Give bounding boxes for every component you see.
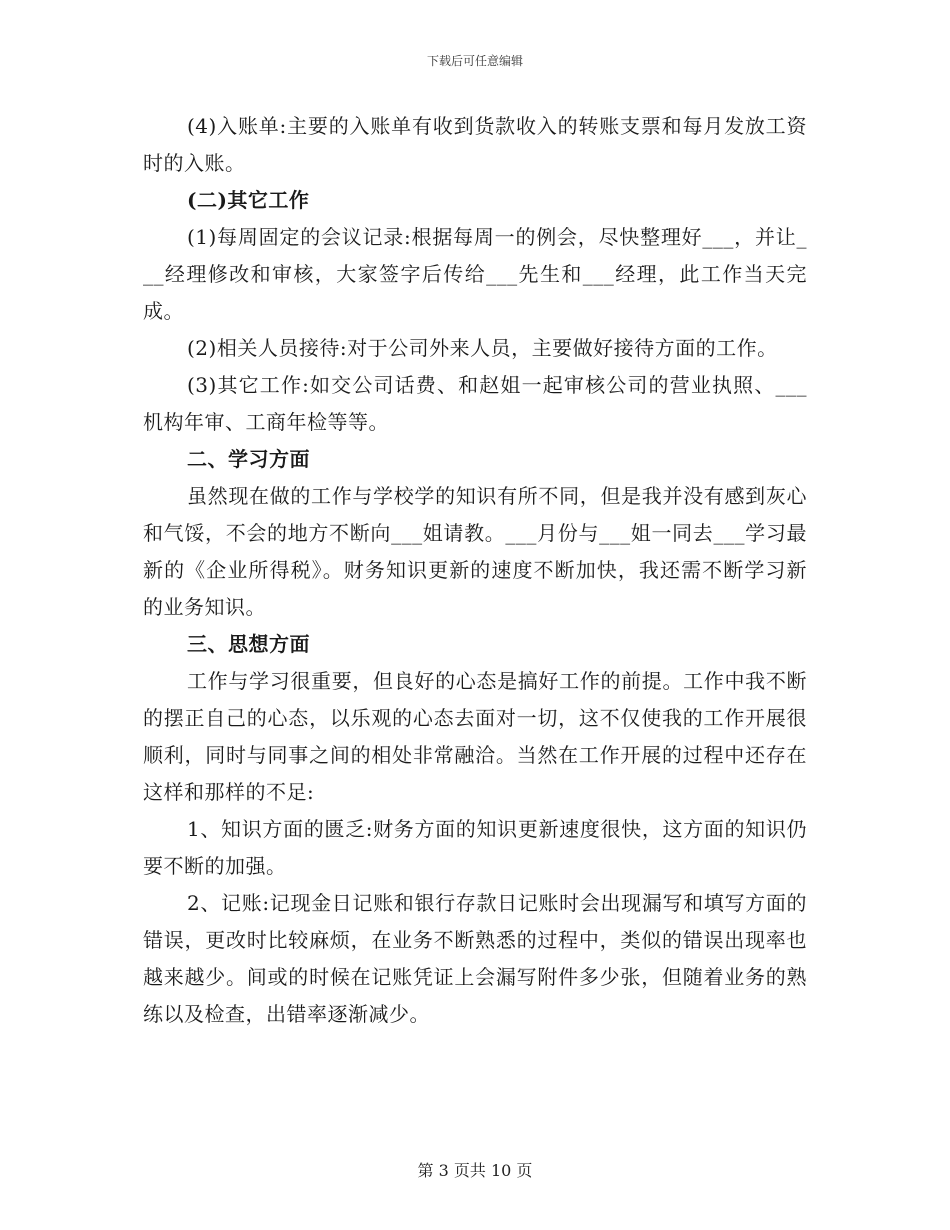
paragraph-learning: 虽然现在做的工作与学校学的知识有所不同，但是我并没有感到灰心和气馁，不会的地方不断向___姐请教。___月份与___姐一同去___学习最新的《企业所得税》。财务知识更新的速度不断加快，我还需不断学习新的业务知识。 — [143, 484, 807, 619]
page-number: 第 3 页共 10 页 — [417, 1161, 533, 1180]
paragraph-entry-voucher: (4)入账单:主要的入账单有收到货款收入的转账支票和每月发放工资时的入账。 — [143, 114, 807, 175]
paragraph-other-tasks: (3)其它工作:如交公司话费、和赵姐一起审核公司的营业执照、___机构年审、工商年检等等。 — [143, 373, 807, 434]
paragraph-mindset: 工作与学习很重要，但良好的心态是搞好工作的前提。工作中我不断的摆正自己的心态，以乐观的心态去面对一切，这不仅使我的工作开展很顺利，同时与同事之间的相处非常融洽。当然在工作开展的过程中还存在这样和那样的不足: — [143, 669, 807, 804]
section-heading-learning: 二、学习方面 — [187, 447, 310, 471]
paragraph-meeting-notes: (1)每周固定的会议记录:根据每周一的例会，尽快整理好___，并让___经理修改和审核，大家签字后传给___先生和___经理，此工作当天完成。 — [143, 225, 807, 323]
page-header: 下载后可任意编辑 — [426, 54, 523, 68]
section-heading-mindset: 三、思想方面 — [187, 632, 310, 656]
paragraph-knowledge-gap: 1、知识方面的匮乏:财务方面的知识更新速度很快，这方面的知识仍要不断的加强。 — [143, 817, 807, 878]
paragraph-reception: (2)相关人员接待:对于公司外来人员，主要做好接待方面的工作。 — [187, 336, 778, 360]
section-heading-other-work: (二)其它工作 — [187, 188, 310, 212]
paragraph-bookkeeping: 2、记账:记现金日记账和银行存款日记账时会出现漏写和填写方面的错误，更改时比较麻烦，在业务不断熟悉的过程中，类似的错误出现率也越来越少。间或的时候在记账凭证上会漏写附件多少张，但随着业务的熟练以及检查，出错率逐渐减少。 — [143, 891, 807, 1026]
document-body — [143, 108, 807, 1033]
